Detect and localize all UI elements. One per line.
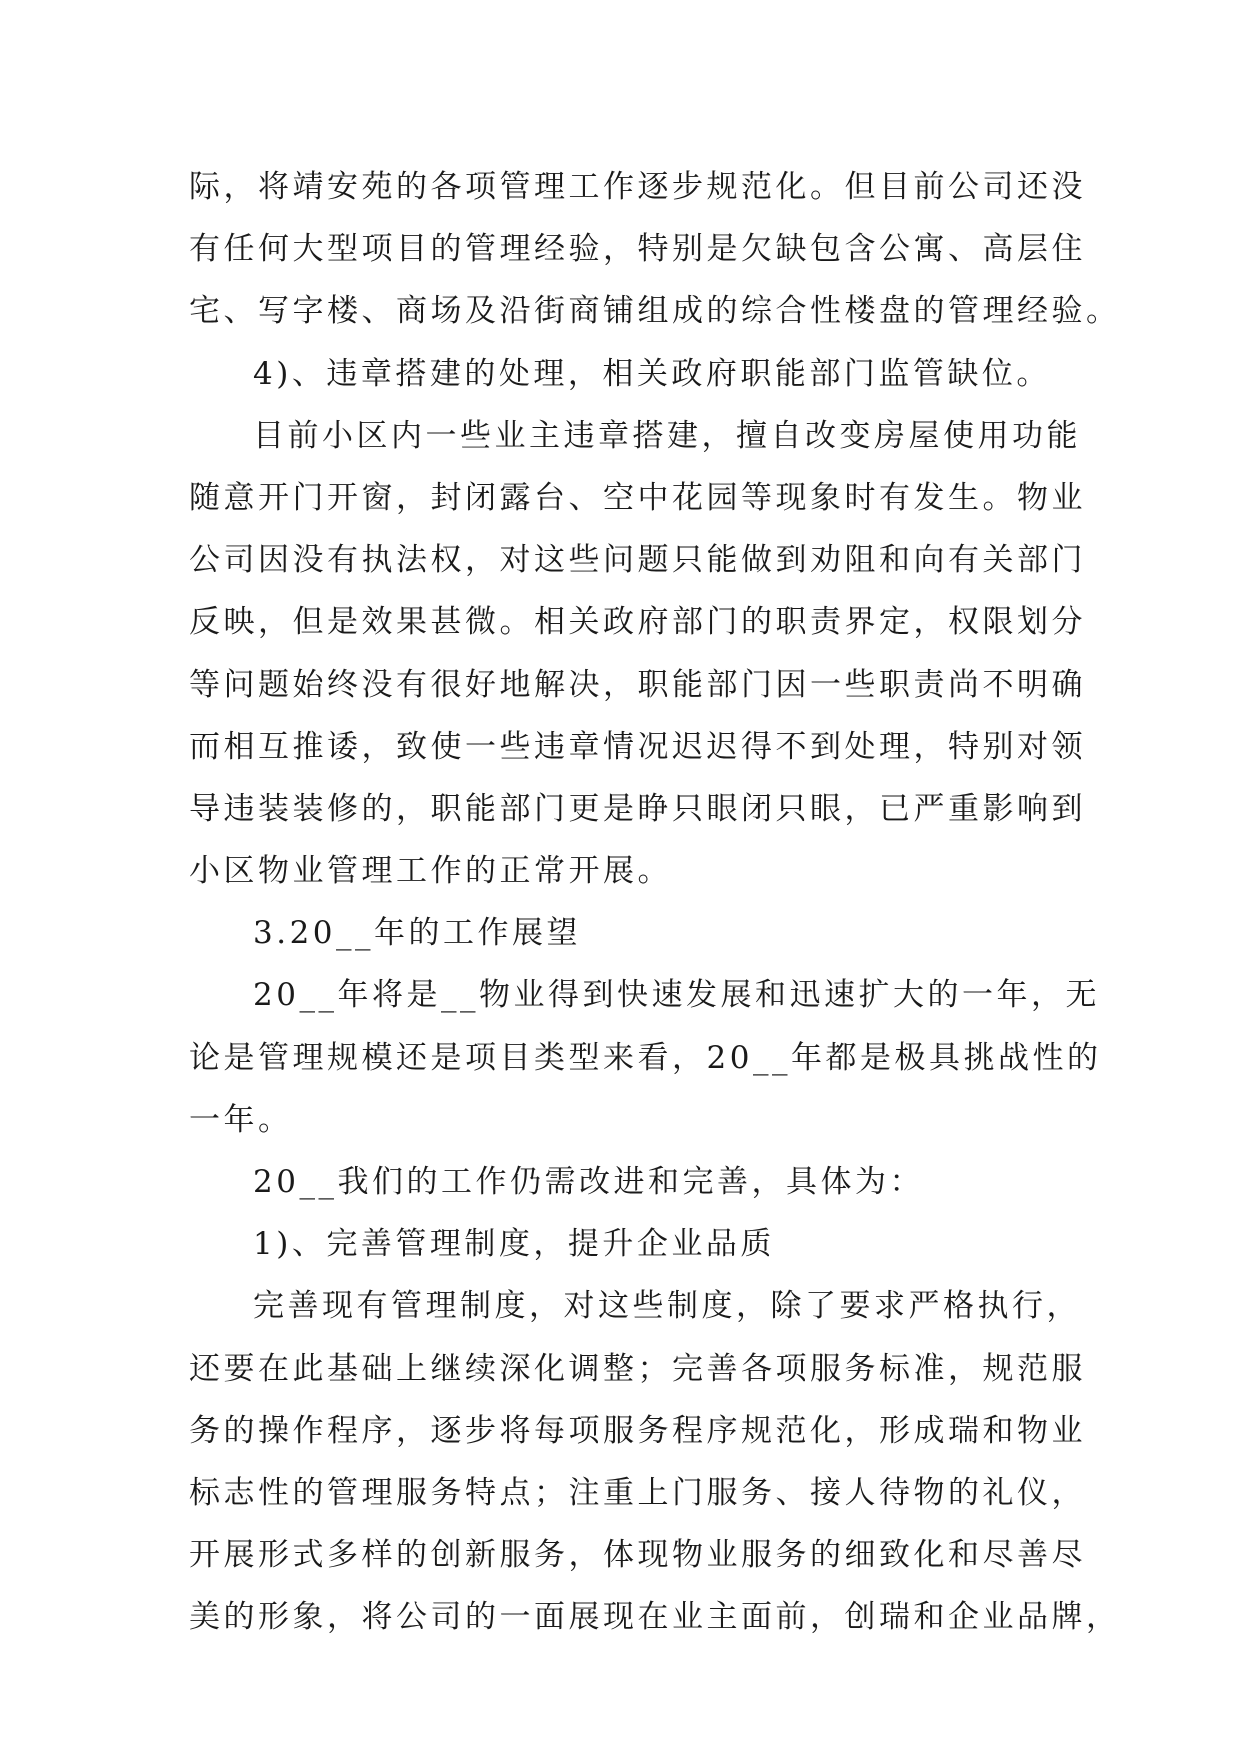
text-line: 完善现有管理制度，对这些制度，除了要求严格执行， [253,1288,1081,1325]
text-line: 公司因没有执法权，对这些问题只能做到劝阻和向有关部门 [189,542,1086,579]
text-line: 一年。 [189,1101,293,1138]
text-line: 标志性的管理服务特点；注重上门服务、接人待物的礼仪， [189,1474,1086,1511]
section-heading: 4)、违章搭建的处理，相关政府职能部门监管缺位。 [253,355,1051,392]
text-line: 开展形式多样的创新服务，体现物业服务的细致化和尽善尽 [189,1537,1086,1574]
text-line: 宅、写字楼、商场及沿街商铺组成的综合性楼盘的管理经验。 [189,293,1121,330]
text-line: 际，将靖安苑的各项管理工作逐步规范化。但目前公司还没 [189,169,1086,205]
text-line: 导违装装修的，职能部门更是睁只眼闭只眼，已严重影响到 [189,790,1086,827]
text-line: 还要在此基础上继续深化调整；完善各项服务标准，规范服 [189,1350,1086,1387]
text-line: 论是管理规模还是项目类型来看，20__年都是极具挑战性的 [189,1039,1102,1076]
text-line: 小区物业管理工作的正常开展。 [189,853,672,890]
text-line: 有任何大型项目的管理经验，特别是欠缺包含公寓、高层住 [189,231,1086,268]
text-line: 美的形象，将公司的一面展现在业主面前，创瑞和企业品牌， [189,1599,1121,1636]
text-line: 目前小区内一些业主违章搭建，擅自改变房屋使用功能 [253,417,1081,454]
text-line: 20__年将是__物业得到快速发展和迅速扩大的一年，无 [253,977,1100,1014]
text-line: 务的操作程序，逐步将每项服务程序规范化，形成瑞和物业 [189,1412,1086,1449]
body-text [189,156,1121,1649]
text-line: 20__我们的工作仍需改进和完善，具体为： [253,1164,924,1200]
text-line: 而相互推诿，致使一些违章情况迟迟得不到处理，特别对领 [189,728,1086,765]
section-heading: 3.20__年的工作展望 [253,915,582,952]
text-line: 等问题始终没有很好地解决，职能部门因一些职责尚不明确 [189,666,1086,703]
section-heading: 1)、完善管理制度，提升企业品质 [253,1226,775,1263]
text-line: 反映，但是效果甚微。相关政府部门的职责界定，权限划分 [189,604,1086,641]
text-line: 随意开门开窗，封闭露台、空中花园等现象时有发生。物业 [189,479,1086,516]
